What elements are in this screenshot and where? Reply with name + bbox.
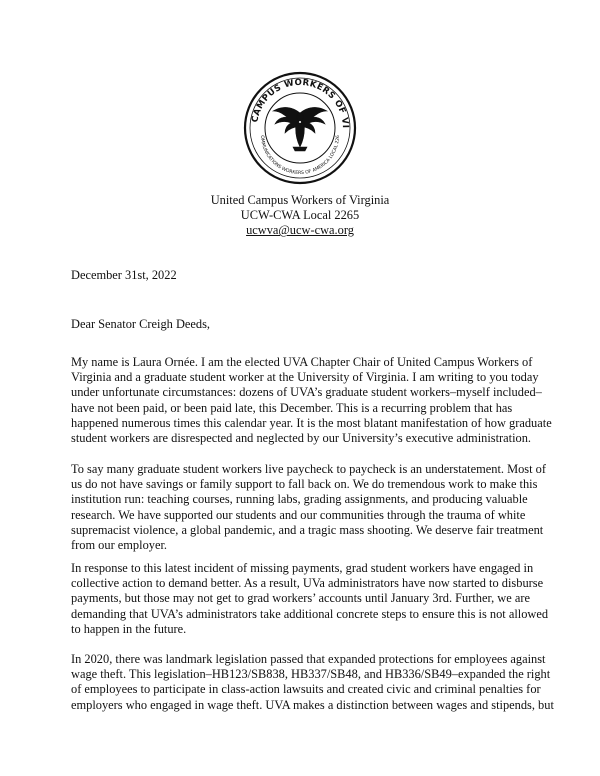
paragraph-line: institution run: teaching courses, running labs, grading assignments, and producing valuable — [71, 492, 528, 507]
paragraph-line: student workers are disrespected and neglected by our University’s executive administration. — [71, 431, 532, 446]
logo-inner-text: OMMUNICATIONS WORKERS OF AMERICA LOCAL 226 — [258, 135, 342, 177]
paragraph-line: demanding that UVA’s administrators take additional concrete steps to ensure this is not allowed — [71, 606, 549, 621]
paragraph-line: collective action to demand better. As a result, UVa administrators have now started to disburse — [71, 576, 544, 591]
paragraph-2 — [71, 462, 546, 553]
paragraph-line: from our employer. — [71, 538, 168, 553]
paragraph-line: supremacist violence, a global pandemic, and a tragic mass shooting. We deserve fair treatment — [71, 522, 544, 537]
paragraph-4 — [71, 652, 554, 713]
paragraph-line: To say many graduate student workers live paycheck to paycheck is an understatement. Most of — [71, 462, 546, 476]
paragraph-line: us do not have savings or family support to fall back on. We do tremendous work to make this — [71, 477, 538, 492]
eagle-emblem-icon — [243, 71, 357, 185]
union-logo — [243, 71, 357, 185]
paragraph-line: have not been paid, or been paid late, this December. This is a recurring problem that has — [71, 400, 513, 415]
paragraph-line: My name is Laura Ornée. I am the elected UVA Chapter Chair of United Campus Workers of — [71, 355, 533, 369]
org-name: United Campus Workers of Virginia — [210, 193, 390, 207]
letterhead — [0, 193, 600, 239]
letter-date: December 31st, 2022 — [71, 268, 177, 282]
paragraph-line: to happen in the future. — [71, 621, 187, 636]
paragraph-line: happened numerous times this calendar year. It is the most blatant manifestation of how graduate — [71, 415, 552, 430]
paragraph-1 — [71, 355, 552, 446]
paragraph-line: In 2020, there was landmark legislation passed that expanded protections for employees against — [71, 652, 546, 666]
paragraph-line: of employees to participate in class-action lawsuits and created civic and criminal penalties for — [71, 682, 541, 697]
paragraph-line: payments, but those may not get to grad workers’ accounts until January 3rd. Further, we are — [71, 591, 530, 606]
paragraph-line: research. We have supported our students and our communities through the trauma of white — [71, 507, 526, 522]
paragraph-line: wage theft. This legislation–HB123/SB838, HB337/SB48, and HB336/SB49–expanded the right — [71, 667, 551, 682]
org-local: UCW-CWA Local 2265 — [240, 208, 360, 223]
salutation: Dear Senator Creigh Deeds, — [71, 317, 211, 331]
paragraph-line: Virginia and a graduate student worker at the University of Virginia. I am writing to you today — [71, 370, 539, 385]
logo-outer-text: CAMPUS WORKERS OF VI — [250, 77, 351, 129]
email-link[interactable]: ucwva@ucw-cwa.org — [246, 223, 354, 238]
paragraph-line: employers who engaged in wage theft. UVA makes a distinction between wages and stipends, but — [71, 697, 554, 712]
paragraph-line: under unfortunate circumstances: dozens of UVA’s graduate student workers–myself included– — [71, 385, 542, 400]
paragraph-3 — [71, 561, 549, 637]
paragraph-line: In response to this latest incident of missing payments, grad student workers have engaged in — [71, 561, 534, 575]
